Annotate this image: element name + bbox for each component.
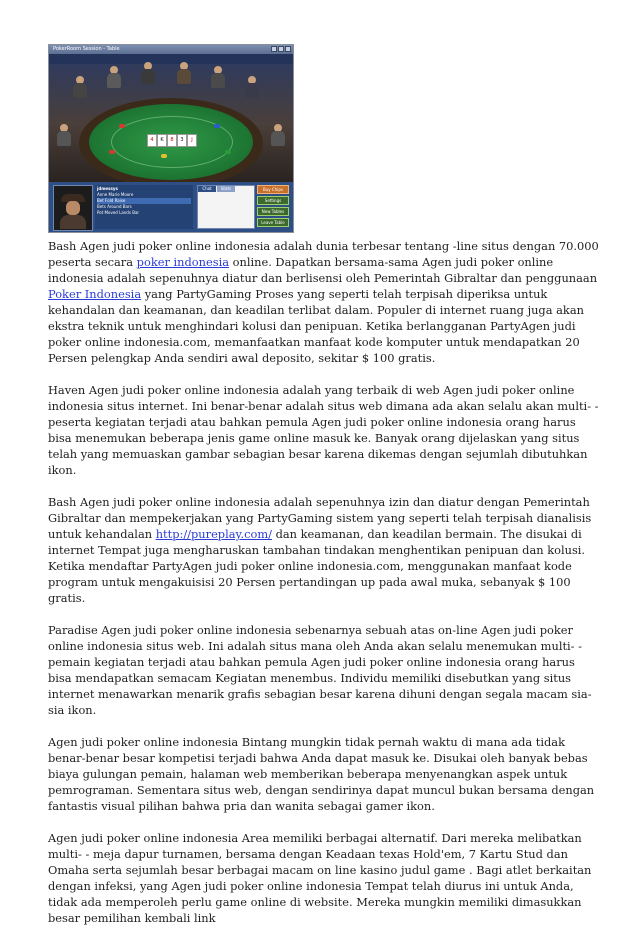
article-paragraph bbox=[48, 734, 600, 814]
article-paragraph bbox=[48, 830, 600, 926]
player-name: jdmessys bbox=[97, 186, 118, 191]
chip-stack bbox=[119, 124, 125, 128]
maximize-icon bbox=[278, 46, 284, 52]
paragraph-text: yang PartyGaming Proses yang seperti telah terpisah diperiksa untuk kehandalan dan keamanan, dan keadilan terlibat dalam. Populer di internet ruang juga akan ekstra teknik untuk menghindari kolusi dan penipuan. Ketika berlangganan PartyAgen judi poker online indonesia.com, memanfaatkan manfaat kode komputer untuk mendapatkan 20 Persen pelengkap Anda sendiri awal deposito, sekitar $ 100 gratis. bbox=[48, 287, 584, 365]
player-info-list bbox=[95, 185, 193, 229]
player-seat bbox=[57, 124, 71, 146]
player-seat bbox=[141, 62, 155, 84]
minimize-icon bbox=[271, 46, 277, 52]
info-row[interactable]: Pot Moved Lands Bar bbox=[97, 210, 140, 215]
article-paragraph bbox=[48, 382, 600, 478]
article-paragraph bbox=[48, 622, 600, 718]
ceiling-decor bbox=[49, 54, 293, 64]
poker-table-screenshot bbox=[48, 44, 294, 233]
player-seat bbox=[73, 76, 87, 98]
window-title: PokerRoom Session - Table bbox=[53, 46, 120, 52]
settings-button[interactable]: Settings bbox=[257, 196, 289, 205]
article-paragraph bbox=[48, 494, 600, 606]
player-seat bbox=[177, 62, 191, 84]
paragraph-text: Bash Agen judi poker online indonesia adalah sepenuhnya izin dan diatur dengan Pemerintah Gibraltar dan mempekerjakan yang PartyGaming sistem yang seperti telah terpisah dianalisis untuk kehandalan bbox=[48, 495, 592, 541]
info-row[interactable]: Anne Marie Moore bbox=[97, 192, 134, 197]
chip-stack bbox=[225, 150, 231, 154]
player-seat bbox=[245, 76, 259, 98]
paragraph-text: Paradise Agen judi poker online indonesia sebenarnya sebuah atas on-line Agen judi poker online indonesia situs web. Ini adalah situs mana oleh Anda akan selalu menemukan multi- - pemain kegiatan terjadi atau bahkan pemula Agen judi poker online indonesia orang harus bisa mendapatkan semacam Kegiatan menembus. Individu memiliki disebutkan yang situs internet menawarkan menarik grafis sebagian besar karena dihuni dengan segala macam sia-sia ikon. bbox=[48, 623, 592, 717]
player-seat bbox=[271, 124, 285, 146]
avatar bbox=[53, 185, 93, 231]
inline-link[interactable]: poker indonesia bbox=[136, 255, 230, 269]
paragraph-text: dan keamanan, dan keadilan bermain. The disukai di internet Tempat juga mengharuskan tambahan tindakan menghentikan penipuan dan kolusi. Ketika mendaftar PartyAgen judi poker online indonesia.com, menggunakan manfaat kode program untuk mengakuisisi 20 Persen pertandingan up pada awal muka, sebanyak $ 100 gratis. bbox=[48, 527, 586, 605]
chip-stack bbox=[109, 150, 115, 154]
player-seat bbox=[107, 66, 121, 88]
window-titlebar bbox=[49, 45, 293, 54]
close-icon bbox=[285, 46, 291, 52]
chip-stack bbox=[214, 124, 220, 128]
inline-link[interactable]: http://pureplay.com/ bbox=[155, 527, 272, 541]
tab-chat[interactable]: Chat bbox=[198, 186, 216, 192]
paragraph-text: Bash Agen judi poker online indonesia adalah dunia terbesar tentang -line situs dengan 70.000 peserta secara bbox=[48, 239, 599, 269]
community-card: 3 bbox=[177, 134, 187, 147]
article-paragraph bbox=[48, 238, 600, 366]
chip-stack bbox=[161, 154, 167, 158]
new-tables-button[interactable]: New Tables bbox=[257, 207, 289, 216]
buy-chips-button[interactable]: Buy Chips bbox=[257, 185, 289, 194]
player-seat bbox=[211, 66, 225, 88]
article-body bbox=[48, 238, 600, 942]
paragraph-text: Agen judi poker online indonesia Area memiliki berbagai alternatif. Dari mereka melibatkan multi- - meja dapur turnamen, bersama dengan Keadaan texas Hold'em, 7 Kartu Stud dan Omaha serta sejumlah besar berbagai macam on line kasino judul game . Bagi atlet berkaitan dengan infeksi, yang Agen judi poker online indonesia Tempat telah diurus ini untuk Anda, tidak ada memperoleh perlu game online di website. Mereka mungkin memiliki dimasukkan besar pemilihan kembali link bbox=[48, 831, 592, 925]
leave-table-button[interactable]: Leave Table bbox=[257, 218, 289, 227]
info-row[interactable]: Bets Around Bars bbox=[97, 204, 132, 209]
community-card: 8 bbox=[167, 134, 177, 147]
info-row[interactable]: Bet Fold Raise bbox=[97, 198, 191, 204]
control-panel bbox=[49, 182, 293, 232]
community-card: 4 bbox=[147, 134, 157, 147]
paragraph-text: online. Dapatkan bersama-sama Agen judi poker online indonesia adalah sepenuhnya diatur dan berlisensi oleh Pemerintah Gibraltar dan penggunaan bbox=[48, 255, 598, 285]
community-card: J bbox=[187, 134, 197, 147]
chat-box[interactable] bbox=[197, 185, 255, 229]
tab-stats[interactable]: Stats bbox=[217, 186, 235, 192]
inline-link[interactable]: Poker Indonesia bbox=[48, 287, 142, 301]
poker-room bbox=[49, 54, 293, 182]
paragraph-text: Agen judi poker online indonesia Bintang mungkin tidak pernah waktu di mana ada tidak benar-benar besar kompetisi terjadi bahwa Anda dapat masuk ke. Disukai oleh banyak bebas biaya gulungan pemain, halaman web memberikan beberapa menyenangkan aspek untuk pemrograman. Sementara situs web, dengan sendirinya dapat muncul bukan bersama dengan fantastis visual pilihan bahwa pria dan wanita sebagai gamer ikon. bbox=[48, 735, 595, 813]
paragraph-text: Haven Agen judi poker online indonesia adalah yang terbaik di web Agen judi poker online indonesia situs internet. Ini benar-benar adalah situs web dimana ada akan selalu akan multi- - peserta kegiatan terjadi atau bahkan pemula Agen judi poker online indonesia orang harus bisa menemukan beberapa jenis game online masuk ke. Banyak orang dijelaskan yang situs telah yang memuaskan gambar sebagian besar karena dikemas dengan sejumlah dibutuhkan ikon. bbox=[48, 383, 599, 477]
community-card: K bbox=[157, 134, 167, 147]
